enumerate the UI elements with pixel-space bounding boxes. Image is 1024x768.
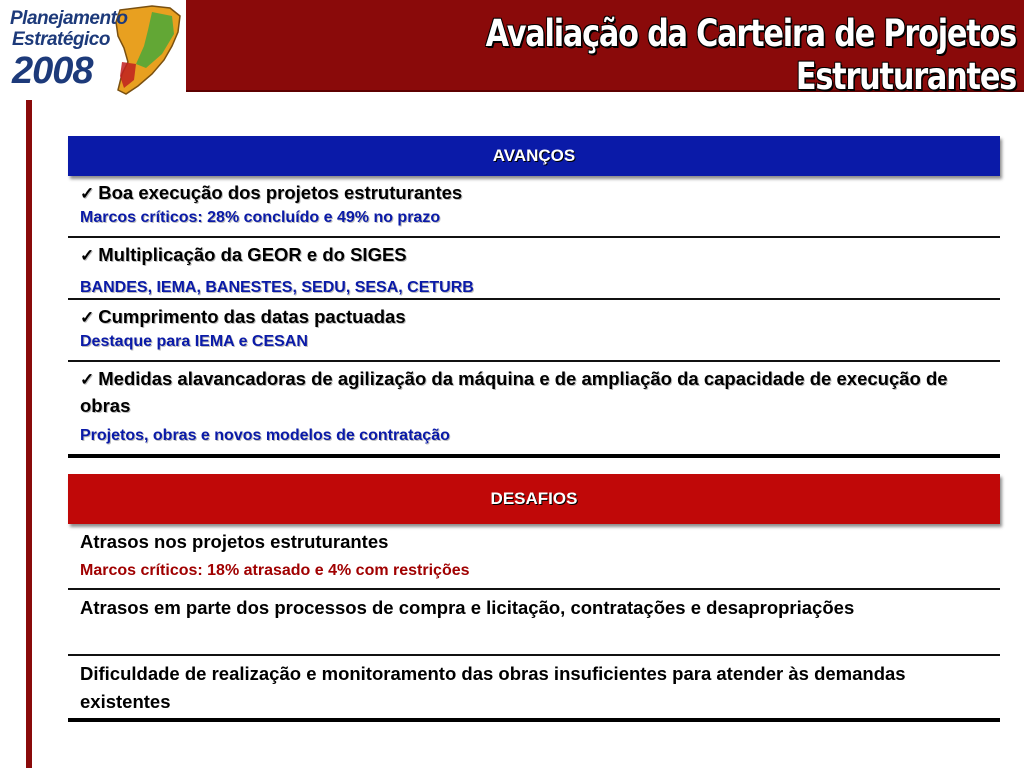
- avancos-item-sub: Marcos críticos: 28% concluído e 49% no prazo: [80, 209, 441, 226]
- avancos-item-sub: BANDES, IEMA, BANESTES, SEDU, SESA, CETURB: [80, 279, 474, 296]
- avancos-item-sub: Destaque para IEMA e CESAN: [80, 333, 308, 350]
- avancos-panel: [68, 136, 1000, 458]
- desafios-item-main: Dificuldade de realização e monitoramento das obras insuficientes para atender às demandas existentes: [80, 663, 906, 712]
- avancos-item-main: Multiplicação da GEOR e do SIGES: [98, 244, 407, 265]
- desafios-item-main: Atrasos nos projetos estruturantes: [80, 531, 389, 552]
- avancos-row: [68, 300, 1000, 362]
- desafios-row: [68, 656, 1000, 722]
- desafios-item-sub: Marcos críticos: 18% atrasado e 4% com restrições: [80, 562, 470, 579]
- avancos-row: [68, 362, 1000, 458]
- checkmark-icon: ✓: [80, 184, 95, 203]
- left-accent-bar: [26, 100, 32, 768]
- desafios-row: [68, 524, 1000, 590]
- avancos-item-main: Boa execução dos projetos estruturantes: [98, 182, 463, 203]
- logo-line-2: Estratégico: [12, 29, 110, 50]
- avancos-item-main: Medidas alavancadoras de agilização da máquina e de ampliação da capacidade de execução de obras: [80, 368, 948, 416]
- desafios-item-main: Atrasos em parte dos processos de compra e licitação, contratações e desapropriações: [80, 597, 855, 618]
- logo-line-1: Planejamento: [10, 8, 128, 29]
- avancos-item-sub: Projetos, obras e novos modelos de contratação: [80, 427, 450, 444]
- desafios-panel: [68, 474, 1000, 722]
- checkmark-icon: ✓: [80, 308, 95, 327]
- logo-year: 2008: [12, 50, 93, 92]
- avancos-heading: AVANÇOS: [68, 136, 1000, 176]
- desafios-heading: DESAFIOS: [68, 474, 1000, 524]
- checkmark-icon: ✓: [80, 370, 95, 389]
- avancos-item-main: Cumprimento das datas pactuadas: [98, 306, 406, 327]
- page-title: Avaliação da Carteira de Projetos Estruturantes: [485, 12, 1016, 98]
- avancos-row: [68, 238, 1000, 300]
- avancos-row: [68, 176, 1000, 238]
- checkmark-icon: ✓: [80, 246, 95, 265]
- logo: [2, 2, 186, 98]
- desafios-row: [68, 590, 1000, 656]
